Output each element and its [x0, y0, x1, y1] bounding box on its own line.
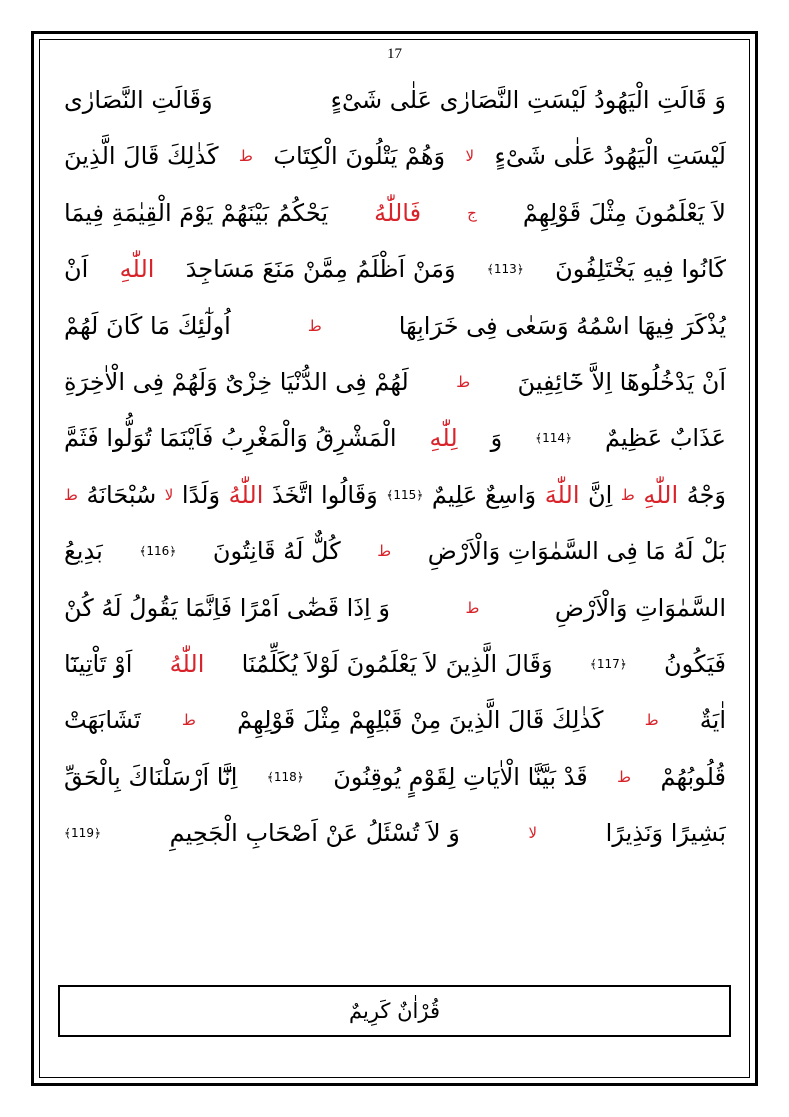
verse-text: فَيَكُونُ: [664, 649, 726, 678]
waqf-mark: لا: [164, 485, 174, 504]
waqf-mark: ط: [620, 485, 635, 504]
waqf-mark: ط: [465, 598, 480, 617]
divine-name: لِلّٰهِ: [429, 424, 458, 453]
text-line: [64, 692, 726, 748]
verse-number: ﴿119﴾: [64, 826, 101, 841]
text-line: [64, 185, 726, 241]
verse-number: ﴿116﴾: [139, 544, 177, 559]
text-line: [64, 523, 726, 579]
verse-text: كُلٌّ لَهُ قَانِتُونَ: [212, 537, 341, 566]
verse-number: ﴿114﴾: [535, 431, 573, 446]
divine-name: اللّٰهَ: [544, 480, 580, 509]
verse-text: عَذَابٌ عَظِيمٌ: [604, 424, 726, 453]
waqf-mark: ط: [307, 316, 322, 335]
verse-text: يَحْكُمُ بَيْنَهُمْ يَوْمَ الْقِيٰمَةِ فِيمَا: [64, 198, 329, 227]
verse-text: وَمَنْ اَظْلَمُ مِمَّنْ مَنَعَ مَسَاجِدَ: [185, 255, 456, 284]
verse-text: اَوْ تَاْتِينَٓا: [64, 649, 133, 678]
verse-text: وَهُمْ يَتْلُونَ الْكِتَابَ: [273, 142, 446, 171]
verse-text: وَجْهُ: [686, 480, 726, 509]
verse-number: ﴿113﴾: [486, 262, 524, 277]
verse-text: وَلَدًا: [181, 480, 221, 509]
verse-text: كَذٰلِكَ قَالَ الَّذِينَ: [64, 142, 219, 171]
verse-text: اَنْ: [64, 255, 89, 284]
verse-text: وَ قَالَتِ الْيَهُودُ لَيْسَتِ النَّصَارٰى عَلٰى شَىْءٍ: [330, 86, 726, 114]
verse-number: ﴿118﴾: [266, 769, 304, 784]
text-line: [64, 749, 726, 805]
quran-text-block: [64, 72, 726, 861]
verse-text: يُذْكَرَ فِيهَا اسْمُهُ وَسَعٰى فِى خَرَابِهَا: [398, 311, 726, 340]
verse-number: ﴿115﴾: [386, 487, 424, 502]
verse-text: اِنَّ: [588, 480, 613, 509]
text-line: [64, 128, 726, 184]
text-line: [64, 467, 726, 523]
text-line: [64, 805, 726, 861]
verse-text: بَشِيرًا وَنَذِيرًا: [605, 819, 726, 848]
verse-text: قَدْ بَيَّنَّا الْاٰيَاتِ لِقَوْمٍ يُوقِنُونَ: [333, 762, 588, 791]
verse-text: اِنَّٓا اَرْسَلْنَاكَ بِالْحَقِّ: [64, 762, 238, 791]
text-line: [64, 580, 726, 636]
verse-text: قُلُوبُهُمْ: [660, 762, 726, 791]
waqf-mark: لا: [528, 824, 538, 843]
waqf-mark: لا: [465, 147, 475, 166]
divine-name: اللّٰهُ: [228, 480, 264, 509]
footer-title: قُرْاٰنٌ كَرِيمٌ: [349, 999, 440, 1023]
waqf-mark: ط: [181, 711, 196, 730]
verse-text: وَقَالَتِ النَّصَارٰى: [64, 86, 213, 114]
text-line: [64, 354, 726, 410]
waqf-mark: ط: [617, 767, 632, 786]
verse-text: سُبْحَانَهُ: [86, 480, 157, 509]
verse-text: اُولٰٓئِكَ مَا كَانَ لَهُمْ: [64, 311, 231, 340]
text-line: [64, 636, 726, 692]
text-line: [64, 298, 726, 354]
verse-text: تَشَابَهَتْ: [64, 706, 141, 735]
divine-name: اللّٰهُ: [169, 649, 205, 678]
verse-text: اَنْ يَدْخُلُوهَٓا اِلاَّ خَٓائِفِينَ: [517, 367, 726, 396]
verse-text: وَاسِعٌ عَلِيمٌ: [431, 480, 537, 509]
verse-text: وَ: [490, 424, 503, 453]
divine-name: اللّٰهِ: [643, 480, 679, 509]
verse-text: لاَ يَعْلَمُونَ مِثْلَ قَوْلِهِمْ: [522, 198, 726, 227]
verse-text: بَدِيعُ: [64, 537, 103, 566]
verse-text: اٰيَةٌ: [699, 706, 726, 735]
verse-text: بَلْ لَهُ مَا فِى السَّمٰوَاتِ وَالْاَرْضِ: [427, 537, 726, 566]
verse-number: ﴿117﴾: [589, 656, 627, 671]
waqf-mark: ط: [377, 542, 392, 561]
page-number: 17: [387, 46, 402, 62]
verse-text: وَقَالُوا اتَّخَذَ: [271, 480, 378, 509]
footer-box: [58, 985, 731, 1037]
waqf-mark: ط: [456, 372, 471, 391]
waqf-mark: ج: [467, 203, 477, 222]
text-line: [64, 241, 726, 297]
text-line: [64, 72, 726, 128]
divine-name: اللّٰهِ: [119, 255, 155, 284]
verse-text: وَ اِذَا قَضٰٓى اَمْرًا فَاِنَّمَا يَقُولُ لَهُ كُنْ: [64, 593, 390, 622]
verse-text: كَذٰلِكَ قَالَ الَّذِينَ مِنْ قَبْلِهِمْ مِثْلَ قَوْلِهِمْ: [237, 706, 604, 735]
verse-text: لَيْسَتِ الْيَهُودُ عَلٰى شَىْءٍ: [494, 142, 726, 171]
text-line: [64, 410, 726, 466]
verse-text: كَانُوا فِيهِ يَخْتَلِفُونَ: [555, 255, 726, 284]
verse-text: وَ لاَ تُسْئَلُ عَنْ اَصْحَابِ الْجَحِيمِ: [169, 819, 460, 848]
verse-text: الْمَشْرِقُ وَالْمَغْرِبُ فَاَيْنَمَا تُوَلُّوا فَثَمَّ: [64, 424, 397, 453]
waqf-mark: ط: [64, 485, 78, 504]
verse-text: السَّمٰوَاتِ وَالْاَرْضِ: [554, 593, 726, 622]
waqf-mark: ط: [239, 147, 253, 166]
verse-text: لَهُمْ فِى الدُّنْيَا خِزْىٌ وَلَهُمْ فِى الْاٰخِرَةِ: [64, 367, 409, 396]
waqf-mark: ط: [644, 711, 659, 730]
verse-text: وَقَالَ الَّذِينَ لاَ يَعْلَمُونَ لَوْلاَ يُكَلِّمُنَا: [241, 649, 553, 678]
divine-name: فَاللّٰهُ: [374, 198, 422, 227]
